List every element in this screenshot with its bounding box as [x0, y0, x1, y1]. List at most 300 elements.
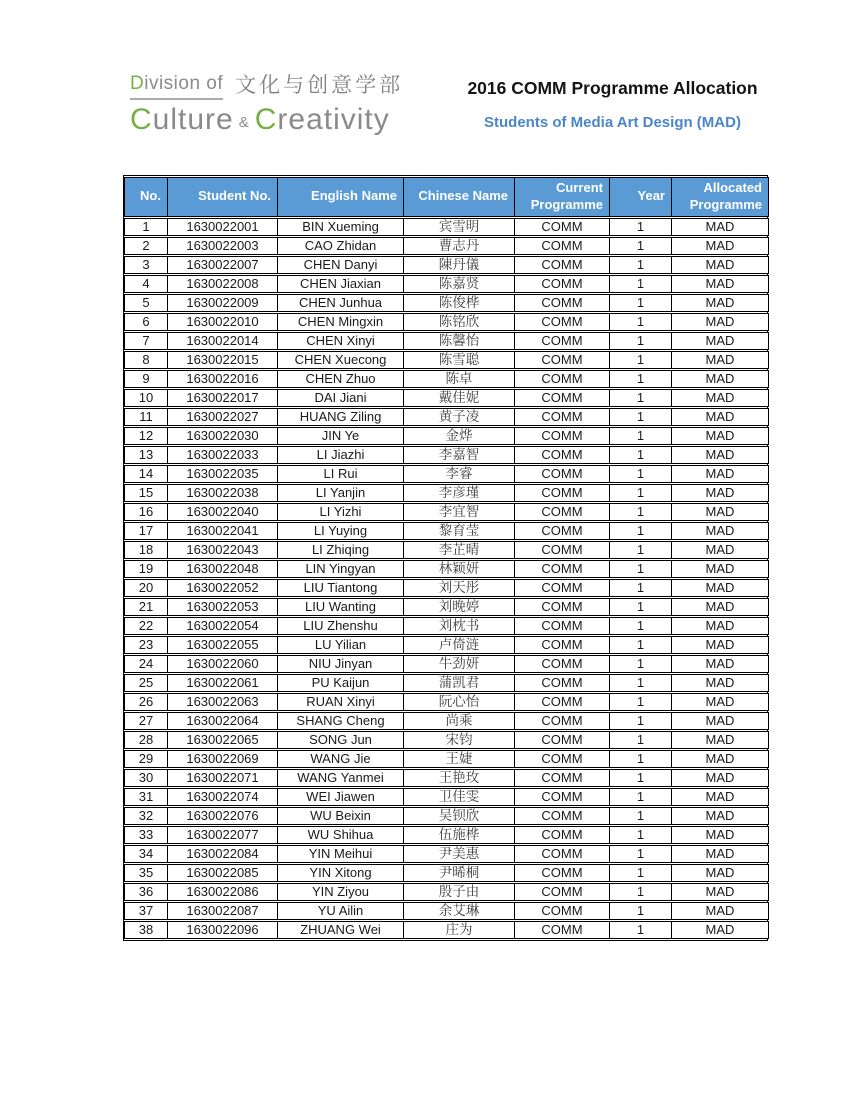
cell-allocated-programme: MAD — [672, 560, 769, 578]
cell-english-name: WEI Jiawen — [278, 788, 404, 806]
cell-year: 1 — [610, 237, 672, 255]
cell-allocated-programme: MAD — [672, 674, 769, 692]
cell-student-no: 1630022038 — [168, 484, 278, 502]
cell-no: 8 — [124, 351, 168, 369]
logo-line-culture-creativity — [130, 103, 403, 136]
cell-chinese-name: 陳丹儀 — [404, 256, 515, 274]
cell-current-programme: COMM — [515, 237, 610, 255]
cell-no: 21 — [124, 598, 168, 616]
cell-year: 1 — [610, 218, 672, 236]
table-row — [124, 712, 769, 730]
cell-current-programme: COMM — [515, 921, 610, 939]
cell-student-no: 1630022030 — [168, 427, 278, 445]
cell-no: 30 — [124, 769, 168, 787]
cell-chinese-name: 陈铭欣 — [404, 313, 515, 331]
cell-english-name: LI Jiazhi — [278, 446, 404, 464]
cell-allocated-programme: MAD — [672, 807, 769, 825]
table-row — [124, 636, 769, 654]
cell-year: 1 — [610, 446, 672, 464]
cell-chinese-name: 宾雪明 — [404, 218, 515, 236]
table-header-row — [124, 177, 769, 217]
cell-english-name: WANG Yanmei — [278, 769, 404, 787]
cell-english-name: LI Zhiqing — [278, 541, 404, 559]
cell-current-programme: COMM — [515, 579, 610, 597]
logo-letter-c1: C — [130, 102, 153, 136]
cell-chinese-name: 曹志丹 — [404, 237, 515, 255]
table-row — [124, 883, 769, 901]
cell-no: 1 — [124, 218, 168, 236]
table-row — [124, 864, 769, 882]
cell-allocated-programme: MAD — [672, 617, 769, 635]
cell-no: 6 — [124, 313, 168, 331]
cell-chinese-name: 李睿 — [404, 465, 515, 483]
cell-no: 25 — [124, 674, 168, 692]
logo-creativity-rest: reativity — [277, 102, 390, 136]
cell-student-no: 1630022003 — [168, 237, 278, 255]
allocation-table — [124, 176, 769, 940]
cell-current-programme: COMM — [515, 446, 610, 464]
logo-letter-d: D — [130, 73, 145, 94]
table-row — [124, 750, 769, 768]
cell-current-programme: COMM — [515, 617, 610, 635]
cell-year: 1 — [610, 845, 672, 863]
cell-no: 27 — [124, 712, 168, 730]
cell-student-no: 1630022060 — [168, 655, 278, 673]
cell-year: 1 — [610, 560, 672, 578]
cell-student-no: 1630022061 — [168, 674, 278, 692]
cell-current-programme: COMM — [515, 826, 610, 844]
cell-student-no: 1630022052 — [168, 579, 278, 597]
cell-no: 37 — [124, 902, 168, 920]
cell-chinese-name: 李嘉智 — [404, 446, 515, 464]
table-row — [124, 807, 769, 825]
cell-student-no: 1630022055 — [168, 636, 278, 654]
page-header — [0, 0, 850, 136]
cell-current-programme: COMM — [515, 351, 610, 369]
cell-year: 1 — [610, 883, 672, 901]
cell-year: 1 — [610, 484, 672, 502]
table-row — [124, 503, 769, 521]
cell-english-name: YIN Xitong — [278, 864, 404, 882]
column-header-no: No. — [124, 177, 168, 217]
cell-allocated-programme: MAD — [672, 826, 769, 844]
cell-english-name: JIN Ye — [278, 427, 404, 445]
cell-current-programme: COMM — [515, 693, 610, 711]
cell-year: 1 — [610, 579, 672, 597]
cell-chinese-name: 卢倚涟 — [404, 636, 515, 654]
cell-english-name: HUANG Ziling — [278, 408, 404, 426]
cell-year: 1 — [610, 427, 672, 445]
cell-student-no: 1630022016 — [168, 370, 278, 388]
cell-english-name: WANG Jie — [278, 750, 404, 768]
cell-allocated-programme: MAD — [672, 522, 769, 540]
cell-chinese-name: 李芷晴 — [404, 541, 515, 559]
cell-no: 18 — [124, 541, 168, 559]
cell-year: 1 — [610, 294, 672, 312]
table-header — [124, 177, 769, 217]
cell-student-no: 1630022001 — [168, 218, 278, 236]
cell-current-programme: COMM — [515, 750, 610, 768]
cell-english-name: LI Yizhi — [278, 503, 404, 521]
cell-allocated-programme: MAD — [672, 370, 769, 388]
cell-allocated-programme: MAD — [672, 712, 769, 730]
cell-year: 1 — [610, 731, 672, 749]
cell-chinese-name: 刘晚婷 — [404, 598, 515, 616]
table-row — [124, 902, 769, 920]
cell-allocated-programme: MAD — [672, 427, 769, 445]
cell-student-no: 1630022054 — [168, 617, 278, 635]
cell-allocated-programme: MAD — [672, 845, 769, 863]
table-row — [124, 522, 769, 540]
cell-no: 15 — [124, 484, 168, 502]
cell-no: 22 — [124, 617, 168, 635]
cell-student-no: 1630022043 — [168, 541, 278, 559]
cell-allocated-programme: MAD — [672, 883, 769, 901]
cell-current-programme: COMM — [515, 560, 610, 578]
cell-student-no: 1630022076 — [168, 807, 278, 825]
cell-chinese-name: 黎育莹 — [404, 522, 515, 540]
cell-student-no: 1630022086 — [168, 883, 278, 901]
cell-year: 1 — [610, 826, 672, 844]
cell-student-no: 1630022027 — [168, 408, 278, 426]
cell-no: 24 — [124, 655, 168, 673]
table-row — [124, 579, 769, 597]
cell-current-programme: COMM — [515, 275, 610, 293]
cell-chinese-name: 林颖妍 — [404, 560, 515, 578]
cell-english-name: LIU Tiantong — [278, 579, 404, 597]
cell-chinese-name: 殷子由 — [404, 883, 515, 901]
cell-current-programme: COMM — [515, 332, 610, 350]
cell-current-programme: COMM — [515, 408, 610, 426]
cell-allocated-programme: MAD — [672, 750, 769, 768]
cell-chinese-name: 王艳玫 — [404, 769, 515, 787]
cell-english-name: LIN Yingyan — [278, 560, 404, 578]
cell-current-programme: COMM — [515, 541, 610, 559]
cell-year: 1 — [610, 598, 672, 616]
cell-english-name: BIN Xueming — [278, 218, 404, 236]
cell-student-no: 1630022048 — [168, 560, 278, 578]
table-row — [124, 693, 769, 711]
table-row — [124, 218, 769, 236]
cell-no: 28 — [124, 731, 168, 749]
cell-current-programme: COMM — [515, 883, 610, 901]
cell-current-programme: COMM — [515, 712, 610, 730]
table-row — [124, 370, 769, 388]
division-of-culture-creativity-logo — [130, 74, 403, 136]
table-row — [124, 617, 769, 635]
cell-student-no: 1630022007 — [168, 256, 278, 274]
cell-no: 17 — [124, 522, 168, 540]
cell-chinese-name: 金烨 — [404, 427, 515, 445]
cell-current-programme: COMM — [515, 370, 610, 388]
cell-allocated-programme: MAD — [672, 636, 769, 654]
cell-english-name: SONG Jun — [278, 731, 404, 749]
logo-line-division — [130, 74, 403, 100]
cell-current-programme: COMM — [515, 256, 610, 274]
cell-chinese-name: 陈嘉贤 — [404, 275, 515, 293]
table-row — [124, 845, 769, 863]
table-row — [124, 655, 769, 673]
cell-english-name: LI Yuying — [278, 522, 404, 540]
cell-allocated-programme: MAD — [672, 864, 769, 882]
table-row — [124, 465, 769, 483]
table-row — [124, 769, 769, 787]
cell-year: 1 — [610, 921, 672, 939]
cell-no: 10 — [124, 389, 168, 407]
cell-allocated-programme: MAD — [672, 275, 769, 293]
table-row — [124, 541, 769, 559]
cell-chinese-name: 陈雪聪 — [404, 351, 515, 369]
cell-year: 1 — [610, 313, 672, 331]
cell-chinese-name: 戴佳妮 — [404, 389, 515, 407]
cell-chinese-name: 阮心怡 — [404, 693, 515, 711]
table-row — [124, 560, 769, 578]
cell-current-programme: COMM — [515, 427, 610, 445]
cell-student-no: 1630022071 — [168, 769, 278, 787]
cell-english-name: LIU Zhenshu — [278, 617, 404, 635]
cell-chinese-name: 刘天彤 — [404, 579, 515, 597]
cell-english-name: ZHUANG Wei — [278, 921, 404, 939]
cell-english-name: WU Beixin — [278, 807, 404, 825]
cell-year: 1 — [610, 351, 672, 369]
cell-current-programme: COMM — [515, 598, 610, 616]
cell-year: 1 — [610, 541, 672, 559]
cell-year: 1 — [610, 807, 672, 825]
logo-culture-rest: ulture — [152, 102, 234, 136]
cell-english-name: SHANG Cheng — [278, 712, 404, 730]
cell-student-no: 1630022085 — [168, 864, 278, 882]
table-row — [124, 826, 769, 844]
cell-year: 1 — [610, 617, 672, 635]
cell-current-programme: COMM — [515, 902, 610, 920]
cell-current-programme: COMM — [515, 655, 610, 673]
column-header-year: Year — [610, 177, 672, 217]
cell-student-no: 1630022010 — [168, 313, 278, 331]
cell-no: 9 — [124, 370, 168, 388]
cell-current-programme: COMM — [515, 484, 610, 502]
cell-english-name: CHEN Mingxin — [278, 313, 404, 331]
cell-no: 33 — [124, 826, 168, 844]
cell-chinese-name: 卫佳雯 — [404, 788, 515, 806]
cell-current-programme: COMM — [515, 313, 610, 331]
cell-no: 13 — [124, 446, 168, 464]
cell-no: 3 — [124, 256, 168, 274]
cell-no: 31 — [124, 788, 168, 806]
cell-chinese-name: 吴钡欣 — [404, 807, 515, 825]
cell-english-name: YIN Ziyou — [278, 883, 404, 901]
cell-chinese-name: 王婕 — [404, 750, 515, 768]
cell-current-programme: COMM — [515, 465, 610, 483]
table-row — [124, 788, 769, 806]
cell-student-no: 1630022008 — [168, 275, 278, 293]
cell-year: 1 — [610, 522, 672, 540]
cell-year: 1 — [610, 674, 672, 692]
cell-current-programme: COMM — [515, 503, 610, 521]
cell-student-no: 1630022069 — [168, 750, 278, 768]
cell-chinese-name: 余艾琳 — [404, 902, 515, 920]
cell-year: 1 — [610, 256, 672, 274]
cell-english-name: LI Rui — [278, 465, 404, 483]
cell-student-no: 1630022084 — [168, 845, 278, 863]
cell-chinese-name: 宋钧 — [404, 731, 515, 749]
cell-current-programme: COMM — [515, 788, 610, 806]
cell-no: 32 — [124, 807, 168, 825]
cell-english-name: CAO Zhidan — [278, 237, 404, 255]
column-header-current-programme: Current Programme — [515, 177, 610, 217]
column-header-allocated-programme: Allocated Programme — [672, 177, 769, 217]
cell-english-name: RUAN Xinyi — [278, 693, 404, 711]
table-row — [124, 351, 769, 369]
cell-no: 34 — [124, 845, 168, 863]
cell-english-name: NIU Jinyan — [278, 655, 404, 673]
cell-allocated-programme: MAD — [672, 731, 769, 749]
logo-division-rest: ivision of — [144, 73, 224, 94]
cell-student-no: 1630022065 — [168, 731, 278, 749]
cell-current-programme: COMM — [515, 294, 610, 312]
cell-english-name: CHEN Danyi — [278, 256, 404, 274]
cell-no: 11 — [124, 408, 168, 426]
logo-letter-c2: C — [254, 102, 278, 136]
cell-chinese-name: 尹晞桐 — [404, 864, 515, 882]
cell-english-name: DAI Jiani — [278, 389, 404, 407]
cell-allocated-programme: MAD — [672, 408, 769, 426]
table-row — [124, 446, 769, 464]
cell-allocated-programme: MAD — [672, 503, 769, 521]
table-row — [124, 598, 769, 616]
cell-english-name: LI Yanjin — [278, 484, 404, 502]
title-block — [455, 74, 770, 131]
cell-chinese-name: 陈馨怡 — [404, 332, 515, 350]
page-title: 2016 COMM Programme Allocation — [467, 78, 758, 98]
cell-no: 7 — [124, 332, 168, 350]
cell-english-name: CHEN Xuecong — [278, 351, 404, 369]
cell-student-no: 1630022064 — [168, 712, 278, 730]
cell-no: 16 — [124, 503, 168, 521]
cell-chinese-name: 尹美惠 — [404, 845, 515, 863]
cell-student-no: 1630022017 — [168, 389, 278, 407]
cell-current-programme: COMM — [515, 769, 610, 787]
table-row — [124, 237, 769, 255]
cell-english-name: LIU Wanting — [278, 598, 404, 616]
table-row — [124, 427, 769, 445]
cell-student-no: 1630022035 — [168, 465, 278, 483]
cell-chinese-name: 尚乘 — [404, 712, 515, 730]
cell-allocated-programme: MAD — [672, 218, 769, 236]
logo-ampersand: & — [238, 113, 250, 131]
cell-english-name: YU Ailin — [278, 902, 404, 920]
cell-student-no: 1630022063 — [168, 693, 278, 711]
cell-no: 36 — [124, 883, 168, 901]
column-header-chinese-name: Chinese Name — [404, 177, 515, 217]
cell-no: 23 — [124, 636, 168, 654]
cell-no: 2 — [124, 237, 168, 255]
cell-chinese-name: 陈俊桦 — [404, 294, 515, 312]
cell-year: 1 — [610, 693, 672, 711]
cell-chinese-name: 蒲凯君 — [404, 674, 515, 692]
cell-no: 29 — [124, 750, 168, 768]
student-table-body — [124, 218, 769, 939]
table-row — [124, 484, 769, 502]
table-row — [124, 921, 769, 939]
cell-no: 19 — [124, 560, 168, 578]
cell-allocated-programme: MAD — [672, 579, 769, 597]
cell-student-no: 1630022074 — [168, 788, 278, 806]
cell-year: 1 — [610, 788, 672, 806]
cell-allocated-programme: MAD — [672, 769, 769, 787]
cell-year: 1 — [610, 389, 672, 407]
cell-chinese-name: 李彦瑾 — [404, 484, 515, 502]
cell-student-no: 1630022053 — [168, 598, 278, 616]
page-subtitle: Students of Media Art Design (MAD) — [484, 114, 741, 131]
cell-current-programme: COMM — [515, 218, 610, 236]
cell-no: 35 — [124, 864, 168, 882]
table-row — [124, 275, 769, 293]
table-row — [124, 389, 769, 407]
cell-english-name: LU Yilian — [278, 636, 404, 654]
logo-chinese-name: 文化与创意学部 — [235, 74, 404, 97]
cell-current-programme: COMM — [515, 522, 610, 540]
cell-allocated-programme: MAD — [672, 465, 769, 483]
cell-student-no: 1630022009 — [168, 294, 278, 312]
cell-no: 20 — [124, 579, 168, 597]
cell-year: 1 — [610, 902, 672, 920]
cell-student-no: 1630022077 — [168, 826, 278, 844]
cell-allocated-programme: MAD — [672, 541, 769, 559]
cell-current-programme: COMM — [515, 845, 610, 863]
cell-allocated-programme: MAD — [672, 389, 769, 407]
cell-allocated-programme: MAD — [672, 598, 769, 616]
logo-division-of-text — [130, 74, 223, 100]
table-row — [124, 332, 769, 350]
table-row — [124, 731, 769, 749]
cell-english-name: WU Shihua — [278, 826, 404, 844]
cell-year: 1 — [610, 465, 672, 483]
cell-allocated-programme: MAD — [672, 446, 769, 464]
cell-allocated-programme: MAD — [672, 256, 769, 274]
cell-no: 5 — [124, 294, 168, 312]
cell-current-programme: COMM — [515, 674, 610, 692]
cell-year: 1 — [610, 636, 672, 654]
allocation-table-wrapper — [123, 175, 768, 941]
cell-allocated-programme: MAD — [672, 655, 769, 673]
cell-current-programme: COMM — [515, 389, 610, 407]
cell-allocated-programme: MAD — [672, 902, 769, 920]
table-row — [124, 674, 769, 692]
cell-current-programme: COMM — [515, 864, 610, 882]
cell-student-no: 1630022014 — [168, 332, 278, 350]
cell-english-name: CHEN Xinyi — [278, 332, 404, 350]
cell-student-no: 1630022087 — [168, 902, 278, 920]
cell-year: 1 — [610, 769, 672, 787]
cell-student-no: 1630022096 — [168, 921, 278, 939]
cell-chinese-name: 李宜智 — [404, 503, 515, 521]
cell-no: 14 — [124, 465, 168, 483]
cell-allocated-programme: MAD — [672, 788, 769, 806]
cell-chinese-name: 牛劲妍 — [404, 655, 515, 673]
cell-year: 1 — [610, 712, 672, 730]
table-row — [124, 294, 769, 312]
cell-current-programme: COMM — [515, 636, 610, 654]
cell-chinese-name: 刘枕书 — [404, 617, 515, 635]
table-row — [124, 256, 769, 274]
cell-allocated-programme: MAD — [672, 351, 769, 369]
cell-no: 4 — [124, 275, 168, 293]
cell-allocated-programme: MAD — [672, 921, 769, 939]
table-row — [124, 313, 769, 331]
cell-chinese-name: 黄子凌 — [404, 408, 515, 426]
cell-allocated-programme: MAD — [672, 484, 769, 502]
cell-no: 26 — [124, 693, 168, 711]
